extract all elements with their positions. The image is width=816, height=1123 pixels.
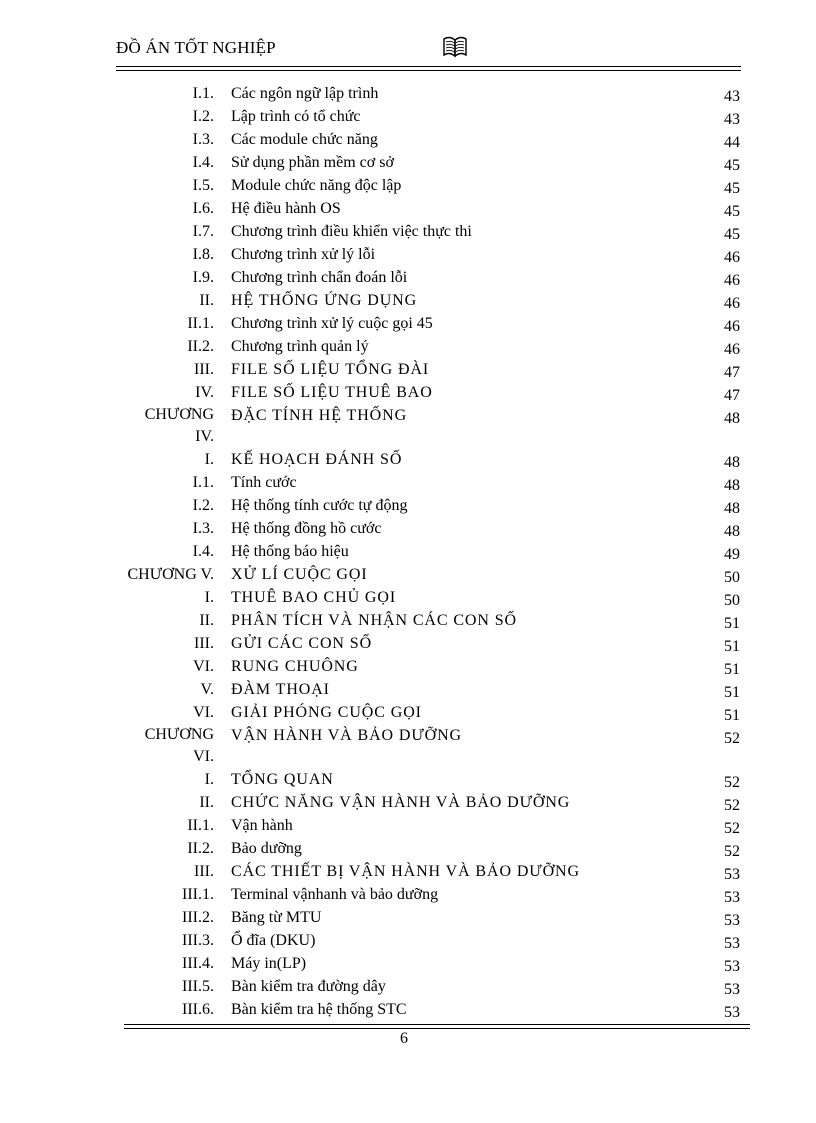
toc-entry — [0, 151, 816, 174]
toc-entry-page: 48 — [724, 477, 740, 494]
toc-entry-number: III.3. — [182, 932, 214, 949]
toc-entry-title: Lập trình có tổ chức — [231, 108, 361, 125]
header-title: ĐỒ ÁN TỐT NGHIỆP — [116, 38, 276, 57]
toc-entry-title: Sử dụng phần mềm cơ sở — [231, 154, 394, 171]
toc-entry-page: 46 — [724, 272, 740, 289]
toc-entry-title: TỔNG QUAN — [231, 771, 334, 788]
toc-entry — [0, 174, 816, 197]
toc-entry — [0, 312, 816, 335]
toc-entry-page: 53 — [724, 889, 740, 906]
toc-entry-title: CHỨC NĂNG VẬN HÀNH VÀ BẢO DƯỠNG — [231, 794, 571, 811]
toc-entry-page: 51 — [724, 661, 740, 678]
toc-entry — [0, 471, 816, 494]
toc-entry-page: 50 — [724, 569, 740, 586]
toc-entry-title: Hệ thống đồng hồ cước — [231, 520, 382, 537]
footer-double-rule — [124, 1024, 750, 1029]
toc-entry-number: CHƯƠNG — [144, 726, 214, 743]
toc-entry-page: 51 — [724, 684, 740, 701]
toc-entry-title: THUÊ BAO CHỦ GỌI — [231, 589, 397, 606]
toc-entry — [0, 975, 816, 998]
toc-entry-page: 48 — [724, 523, 740, 540]
toc-entry — [0, 814, 816, 837]
toc-entry-title: Máy in(LP) — [231, 955, 307, 972]
toc-entry-number: II. — [199, 794, 214, 811]
toc-entry-title: VẬN HÀNH VÀ BẢO DƯỠNG — [231, 727, 463, 744]
toc-entry-title: Hệ thống tính cước tự động — [231, 497, 408, 514]
toc-entry-page: 46 — [724, 249, 740, 266]
toc-entry — [0, 632, 816, 655]
toc-entry — [0, 678, 816, 701]
toc-entry-number: VI. — [193, 658, 214, 675]
toc-entry-number: I. — [204, 451, 214, 468]
toc-entry-number: I.9. — [192, 269, 214, 286]
toc-entry-page: 51 — [724, 707, 740, 724]
toc-entry — [0, 883, 816, 906]
toc-entry-page: 51 — [724, 615, 740, 632]
toc-entry-title: Tính cước — [231, 474, 297, 491]
toc-entry-number: III.1. — [182, 886, 214, 903]
toc-entry-title: CÁC THIẾT BỊ VẬN HÀNH VÀ BẢO DƯỠNG — [231, 863, 580, 880]
toc-entry-title: Bảo dưỡng — [231, 840, 302, 857]
toc-entry — [0, 517, 816, 540]
toc-entry-number: II.1. — [187, 315, 214, 332]
toc-entry-title: Các ngôn ngữ lập trình — [231, 85, 379, 102]
toc-entry-number: II. — [199, 292, 214, 309]
toc-entry — [0, 724, 816, 768]
toc-entry-number: I.3. — [192, 520, 214, 537]
open-book-icon — [442, 36, 468, 58]
toc-entry-title: Các module chức năng — [231, 131, 378, 148]
toc-entry-number: I. — [204, 589, 214, 606]
toc-entry — [0, 404, 816, 448]
toc-entry-number: II.2. — [187, 840, 214, 857]
toc-entry-page: 48 — [724, 454, 740, 471]
toc-entry-page: 47 — [724, 387, 740, 404]
toc-entry-title: RUNG CHUÔNG — [231, 658, 359, 675]
toc-entry — [0, 998, 816, 1021]
toc-entry-number: CHƯƠNG V. — [127, 566, 214, 583]
toc-entry — [0, 335, 816, 358]
header-double-rule — [116, 66, 741, 71]
toc-entry-number: II.1. — [187, 817, 214, 834]
toc-entry-number: I.4. — [192, 543, 214, 560]
toc-entry-number-continued: IV. — [195, 428, 214, 445]
footer-page-number: 6 — [400, 1030, 408, 1047]
toc-entry-title: XỬ LÍ CUỘC GỌI — [231, 566, 368, 583]
toc-entry-number: I.2. — [192, 108, 214, 125]
toc-entry-title: Hệ điều hành OS — [231, 200, 341, 217]
toc-entry-number: III.5. — [182, 978, 214, 995]
toc-entry-title: Chương trình xử lý cuộc gọi 45 — [231, 315, 433, 332]
toc-entry — [0, 609, 816, 632]
toc-entry — [0, 929, 816, 952]
toc-entry — [0, 860, 816, 883]
toc-entry-title: FILE SỐ LIỆU TỔNG ĐÀI — [231, 361, 430, 378]
toc-entry-title: Băng từ MTU — [231, 909, 322, 926]
toc-entry-page: 53 — [724, 866, 740, 883]
toc-entry — [0, 448, 816, 471]
toc-entry-page: 53 — [724, 981, 740, 998]
table-of-contents — [0, 82, 816, 1021]
toc-entry — [0, 220, 816, 243]
toc-entry-page: 43 — [724, 111, 740, 128]
toc-entry-title: Chương trình quản lý — [231, 338, 369, 355]
toc-entry-page: 45 — [724, 203, 740, 220]
toc-entry-page: 52 — [724, 797, 740, 814]
toc-entry-page: 50 — [724, 592, 740, 609]
toc-entry-number: V. — [200, 681, 214, 698]
toc-entry-number: I.7. — [192, 223, 214, 240]
toc-entry-title: Chương trình chẩn đoán lỗi — [231, 269, 408, 286]
toc-entry-page: 53 — [724, 958, 740, 975]
toc-entry-title: Bàn kiểm tra đường dây — [231, 978, 386, 995]
toc-entry — [0, 82, 816, 105]
toc-entry-title: GIẢI PHÓNG CUỘC GỌI — [231, 704, 422, 721]
toc-entry-title: PHÂN TÍCH VÀ NHẬN CÁC CON SỐ — [231, 612, 517, 629]
toc-entry-page: 53 — [724, 1004, 740, 1021]
toc-entry-number: III.2. — [182, 909, 214, 926]
toc-entry-number: III.6. — [182, 1001, 214, 1018]
toc-entry — [0, 563, 816, 586]
toc-entry-title: KẾ HOẠCH ĐÁNH SỐ — [231, 451, 403, 468]
toc-entry — [0, 655, 816, 678]
toc-entry-page: 45 — [724, 157, 740, 174]
toc-entry — [0, 586, 816, 609]
toc-entry-page: 49 — [724, 546, 740, 563]
toc-entry-number: I.2. — [192, 497, 214, 514]
toc-entry-page: 48 — [724, 410, 740, 427]
toc-entry-title: Hệ thống báo hiệu — [231, 543, 349, 560]
toc-entry — [0, 701, 816, 724]
toc-entry-title: Ổ đĩa (DKU) — [231, 932, 316, 949]
toc-entry-page: 52 — [724, 820, 740, 837]
toc-entry-title: ĐÀM THOẠI — [231, 681, 330, 698]
toc-entry-number: III. — [194, 863, 214, 880]
toc-entry-number: II.2. — [187, 338, 214, 355]
toc-entry-page: 46 — [724, 318, 740, 335]
toc-entry-title: Module chức năng độc lập — [231, 177, 402, 194]
toc-entry-number: I.5. — [192, 177, 214, 194]
toc-entry-page: 48 — [724, 500, 740, 517]
toc-entry-title: Bàn kiểm tra hệ thống STC — [231, 1001, 407, 1018]
toc-entry-title: Terminal vậnhanh và bảo dưỡng — [231, 886, 439, 903]
toc-entry-page: 44 — [724, 134, 740, 151]
toc-entry — [0, 540, 816, 563]
toc-entry-number: I. — [204, 771, 214, 788]
toc-entry-number: CHƯƠNG — [144, 406, 214, 423]
toc-entry — [0, 791, 816, 814]
toc-entry-page: 53 — [724, 935, 740, 952]
toc-entry-number: IV. — [195, 384, 214, 401]
toc-entry — [0, 381, 816, 404]
toc-entry-title: Vận hành — [231, 817, 293, 834]
toc-entry-page: 43 — [724, 88, 740, 105]
toc-entry-title: Chương trình điều khiển việc thực thi — [231, 223, 472, 240]
toc-entry-title: ĐẶC TÍNH HỆ THỐNG — [231, 407, 408, 424]
toc-entry — [0, 494, 816, 517]
toc-entry-title: Chương trình xử lý lỗi — [231, 246, 376, 263]
toc-entry-number: I.6. — [192, 200, 214, 217]
toc-entry-title: GỬI CÁC CON SỐ — [231, 635, 373, 652]
toc-entry-page: 53 — [724, 912, 740, 929]
toc-entry — [0, 358, 816, 381]
toc-entry — [0, 266, 816, 289]
toc-entry-number: I.4. — [192, 154, 214, 171]
toc-entry — [0, 952, 816, 975]
toc-entry-number: III.4. — [182, 955, 214, 972]
toc-entry-page: 52 — [724, 730, 740, 747]
toc-entry-number: I.3. — [192, 131, 214, 148]
toc-entry — [0, 837, 816, 860]
toc-entry-page: 45 — [724, 180, 740, 197]
toc-entry-number: I.1. — [192, 85, 214, 102]
toc-entry-number-continued: VI. — [193, 748, 214, 765]
toc-entry-page: 46 — [724, 341, 740, 358]
toc-entry — [0, 289, 816, 312]
toc-entry-page: 47 — [724, 364, 740, 381]
toc-entry-page: 52 — [724, 774, 740, 791]
toc-entry-page: 46 — [724, 295, 740, 312]
toc-entry-page: 51 — [724, 638, 740, 655]
toc-entry-number: III. — [194, 635, 214, 652]
toc-entry — [0, 105, 816, 128]
toc-entry — [0, 768, 816, 791]
toc-entry-number: II. — [199, 612, 214, 629]
toc-entry-page: 52 — [724, 843, 740, 860]
toc-entry-title: HỆ THỐNG ỨNG DỤNG — [231, 292, 418, 309]
toc-entry-title: FILE SỐ LIỆU THUÊ BAO — [231, 384, 433, 401]
toc-entry-page: 45 — [724, 226, 740, 243]
toc-entry-number: I.1. — [192, 474, 214, 491]
toc-entry — [0, 128, 816, 151]
toc-entry-number: I.8. — [192, 246, 214, 263]
page-header — [116, 36, 740, 64]
toc-entry-number: III. — [194, 361, 214, 378]
toc-entry — [0, 197, 816, 220]
toc-entry — [0, 906, 816, 929]
toc-entry-number: VI. — [193, 704, 214, 721]
toc-entry — [0, 243, 816, 266]
